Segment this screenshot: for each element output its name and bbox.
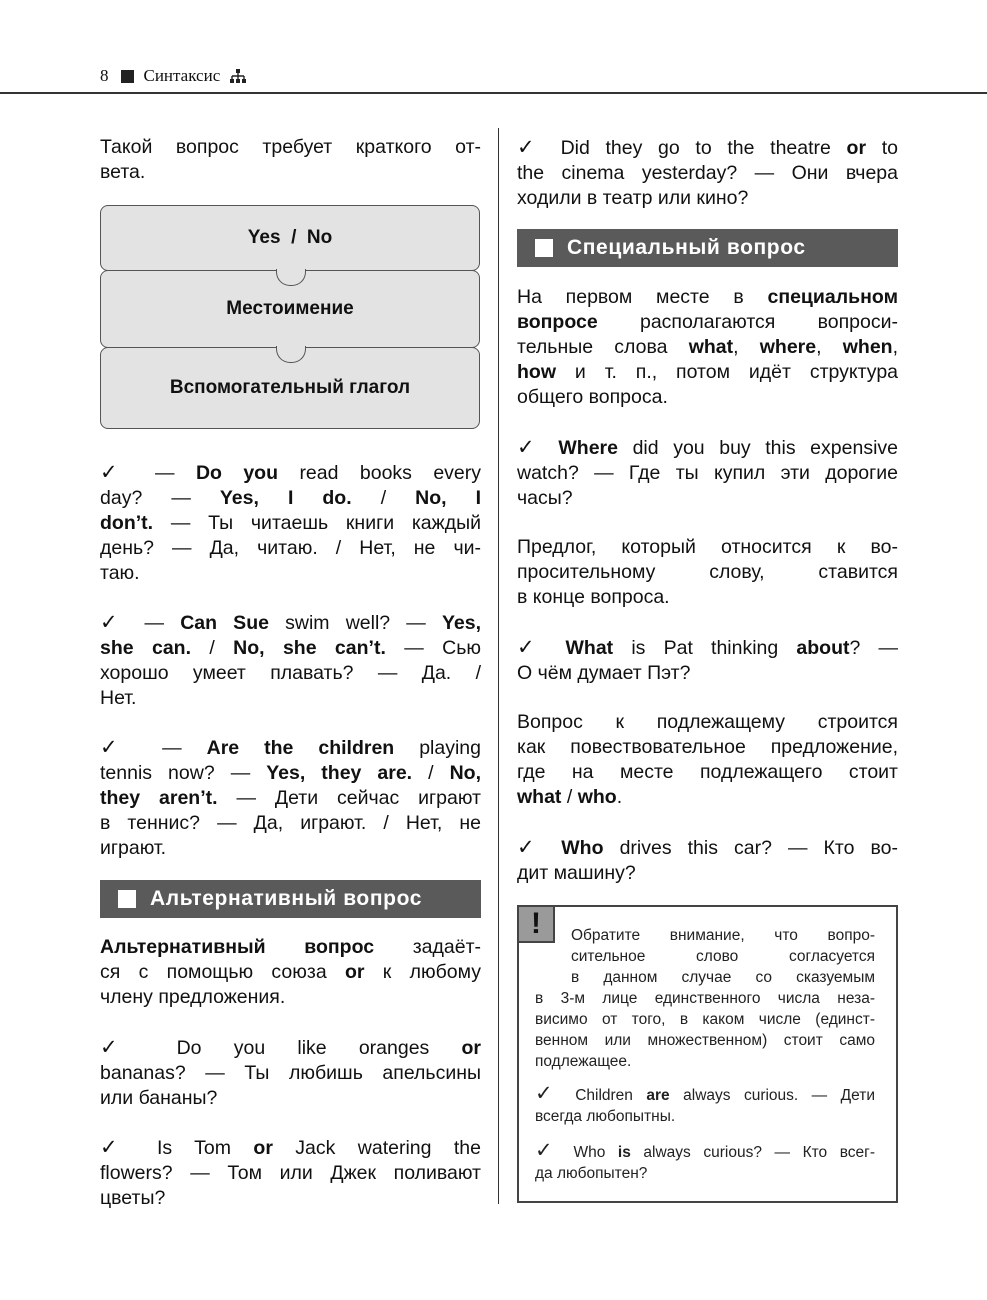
text-line: Обратите внимание, что вопро- — [571, 927, 875, 944]
square-bullet-icon — [121, 70, 134, 83]
text-line: висимо от того, в каком числе (единст- — [535, 1011, 875, 1028]
example-can-sue — [100, 610, 481, 711]
bold-text: how — [517, 361, 556, 383]
text-line — [100, 636, 481, 661]
text-line — [517, 135, 898, 161]
bold-text: when — [842, 336, 893, 358]
text: drives this car? — Кто во- — [619, 837, 898, 859]
text: Who — [573, 1144, 606, 1161]
text-line: вета. — [100, 161, 146, 183]
section-heading-special — [517, 229, 898, 267]
text-line: Нет. — [100, 687, 137, 709]
text: Do you like oranges — [176, 1037, 430, 1059]
diagram-label: Вспомогательный глагол — [169, 377, 411, 398]
example-tom-or-jack — [100, 1135, 481, 1211]
bold-text: or — [253, 1137, 273, 1159]
text: к любому — [382, 961, 482, 983]
section-title: Специальный вопрос — [567, 236, 806, 259]
check-icon: ✓ — [517, 436, 544, 459]
section-title: Альтернативный вопрос — [150, 887, 422, 910]
bold-text: Yes, they are. — [266, 762, 413, 784]
special-definition — [517, 285, 898, 410]
bold-text: she can. — [100, 637, 191, 659]
text: Did they go to the theatre — [560, 137, 831, 159]
text-line — [517, 310, 898, 335]
bold-text: where — [759, 336, 817, 358]
text-line: О чём думает Пэт? — [517, 662, 691, 684]
text: always curious. — Дети — [683, 1087, 875, 1104]
bold-text: or — [461, 1037, 481, 1059]
text-line: в данном случае со сказуемым — [571, 969, 875, 986]
bold-text: вопросе — [517, 311, 598, 333]
text-line: flowers? — Том или Джек поливают — [100, 1162, 481, 1184]
text-line — [535, 1140, 875, 1163]
dash: — — [144, 612, 165, 634]
text: располагаются вопроси- — [639, 311, 898, 333]
section-name: Синтаксис — [143, 66, 221, 85]
bold-text: Where — [558, 437, 618, 459]
text-line: Такой вопрос требует краткого от- — [100, 136, 481, 158]
exclamation-icon: ! — [519, 907, 555, 943]
alternative-definition — [100, 935, 481, 1010]
text: — Сью — [404, 637, 481, 659]
bold-text: No, I — [415, 487, 482, 509]
text-line: Вопрос к подлежащему строится — [517, 711, 898, 733]
bold-text: about — [796, 637, 850, 659]
text-line: в конце вопроса. — [517, 586, 670, 608]
text-line — [100, 460, 481, 486]
example-oranges — [100, 1035, 481, 1111]
attention-note-box — [517, 905, 898, 1203]
text-line — [100, 786, 481, 811]
text-line: подлежащее. — [535, 1053, 632, 1070]
note-example-who — [535, 1140, 875, 1184]
bold-text: what — [517, 786, 562, 808]
text-line — [100, 1035, 481, 1061]
note-example-children — [535, 1083, 875, 1127]
section-heading-alternative — [100, 880, 481, 918]
text-line: хорошо умеет плавать? — Да. / — [100, 662, 481, 684]
text: ? — — [849, 637, 898, 659]
page-number: 8 — [100, 66, 109, 85]
check-icon: ✓ — [535, 1082, 562, 1105]
bold-text: No, she can’t. — [233, 637, 386, 659]
text-line: играют. — [100, 837, 167, 859]
text: is Pat thinking — [631, 637, 779, 659]
diagram-label: Yes / No — [247, 227, 333, 248]
text: / — [428, 762, 434, 784]
text-line: где на месте подлежащего стоит — [517, 761, 898, 783]
text-line: да любопытен? — [535, 1165, 648, 1182]
example-who — [517, 835, 898, 886]
text: ся с помощью союза — [100, 961, 327, 983]
bold-text: Who — [561, 837, 604, 859]
check-icon: ✓ — [517, 836, 546, 859]
text: / — [209, 637, 215, 659]
bold-text: Are the children — [206, 737, 395, 759]
text-line: день? — Да, читаю. / Нет, не чи- — [100, 537, 481, 559]
text-line: члену предложения. — [100, 986, 286, 1008]
check-icon: ✓ — [100, 736, 138, 759]
column-divider — [498, 128, 499, 1204]
text-line: таю. — [100, 562, 140, 584]
bold-text: Can Sue — [180, 612, 269, 634]
bold-text: don’t. — [100, 512, 154, 534]
bold-text: Yes, — [441, 612, 482, 634]
text-line: тельные слова what, where, when, — [517, 336, 899, 358]
text: to — [881, 137, 898, 159]
text-line — [100, 511, 481, 536]
text-line — [517, 635, 898, 661]
square-bullet-icon — [118, 890, 136, 908]
example-theatre-or-cinema — [517, 135, 898, 211]
text-line: в 3-м лице единственного числа неза- — [535, 990, 875, 1007]
text-line — [100, 610, 481, 636]
text-line — [100, 761, 481, 786]
text-line — [100, 486, 481, 511]
running-header — [100, 66, 246, 86]
square-bullet-icon — [535, 239, 553, 257]
text: always curious? — Кто всег- — [643, 1144, 875, 1161]
text-line — [100, 735, 481, 761]
bold-text: Альтернативный вопрос — [100, 936, 375, 958]
diagram-label: Местоимение — [226, 298, 354, 319]
text-line — [100, 1135, 481, 1161]
example-where — [517, 435, 898, 511]
text-line: или бананы? — [100, 1087, 218, 1109]
preposition-paragraph — [517, 535, 898, 610]
text-line: часы? — [517, 487, 573, 509]
bold-text: or — [846, 137, 867, 159]
text-line — [100, 960, 481, 985]
bold-text: who — [577, 786, 617, 808]
note-text — [535, 988, 875, 1072]
text-line — [517, 285, 898, 310]
dash: — — [155, 462, 175, 484]
bold-text: Yes, I do. — [219, 487, 352, 509]
text-line: общего вопроса. — [517, 386, 668, 408]
text-line — [535, 1083, 875, 1106]
text-line: в теннис? — Да, играют. / Нет, не — [100, 812, 481, 834]
example-do-you — [100, 460, 481, 586]
text: did you buy this expensive — [632, 437, 898, 459]
bold-text: No, — [449, 762, 482, 784]
text: read books every — [299, 462, 482, 484]
text-line: Предлог, который относится к во- — [517, 536, 898, 558]
check-icon: ✓ — [100, 1036, 145, 1059]
subject-question-paragraph — [517, 710, 898, 810]
text: На первом месте в — [517, 286, 744, 308]
text-line — [517, 835, 898, 861]
example-are-the-children — [100, 735, 481, 861]
text-line: как повествовательное предложение, — [517, 736, 898, 758]
text-line: цветы? — [100, 1187, 166, 1209]
text-line: дит машину? — [517, 862, 636, 884]
text: / — [380, 487, 387, 509]
text: swim well? — — [285, 612, 426, 634]
text-line — [517, 785, 898, 810]
text-line — [517, 435, 898, 461]
text-line: венном или множественном) стоит само — [535, 1032, 875, 1049]
text: Jack watering the — [295, 1137, 481, 1159]
intro-paragraph — [100, 135, 481, 185]
check-icon: ✓ — [517, 136, 545, 159]
bold-text: is — [617, 1144, 631, 1161]
bold-text: Do you — [195, 462, 279, 484]
text: и т. п., потом идёт структура — [574, 361, 899, 383]
text-line — [517, 360, 898, 385]
text-line — [100, 935, 481, 960]
bold-text: What — [565, 637, 614, 659]
diagram-block-yes-no — [100, 205, 480, 271]
bold-text: they aren’t. — [100, 787, 218, 809]
bold-text: or — [344, 961, 365, 983]
text-line: the cinema yesterday? — Они вчера — [517, 162, 898, 184]
text: — Дети сейчас играют — [236, 787, 481, 809]
bold-text: are — [646, 1087, 670, 1104]
check-icon: ✓ — [100, 461, 134, 484]
text: — Ты читаешь книги каждый — [170, 512, 481, 534]
check-icon: ✓ — [535, 1139, 561, 1162]
check-icon: ✓ — [100, 1136, 135, 1159]
header-rule — [0, 92, 987, 94]
text: day? — — [100, 487, 191, 509]
text-line: сительное слово согласуется — [571, 948, 875, 965]
example-what — [517, 635, 898, 686]
text-line: bananas? — Ты любишь апельсины — [100, 1062, 481, 1084]
note-text-indented — [571, 925, 875, 988]
text-line: всегда любопытны. — [535, 1108, 676, 1125]
text: тельные слова — [517, 336, 668, 358]
text: Is Tom — [156, 1137, 232, 1159]
bold-text: what — [688, 336, 734, 358]
dash: — — [162, 737, 182, 759]
check-icon: ✓ — [100, 611, 129, 634]
check-icon: ✓ — [517, 636, 548, 659]
text-line: просительному слову, ставится — [517, 561, 898, 583]
text: / — [566, 786, 573, 808]
text: playing — [419, 737, 481, 759]
text: задаёт- — [412, 936, 481, 958]
hierarchy-icon — [230, 69, 246, 83]
text: . — [616, 786, 623, 808]
text: Children — [575, 1087, 633, 1104]
text-line: ходили в театр или кино? — [517, 187, 749, 209]
text-line: watch? — Где ты купил эти дорогие — [517, 462, 898, 484]
bold-text: специальном — [767, 286, 898, 308]
text: tennis now? — — [100, 762, 251, 784]
